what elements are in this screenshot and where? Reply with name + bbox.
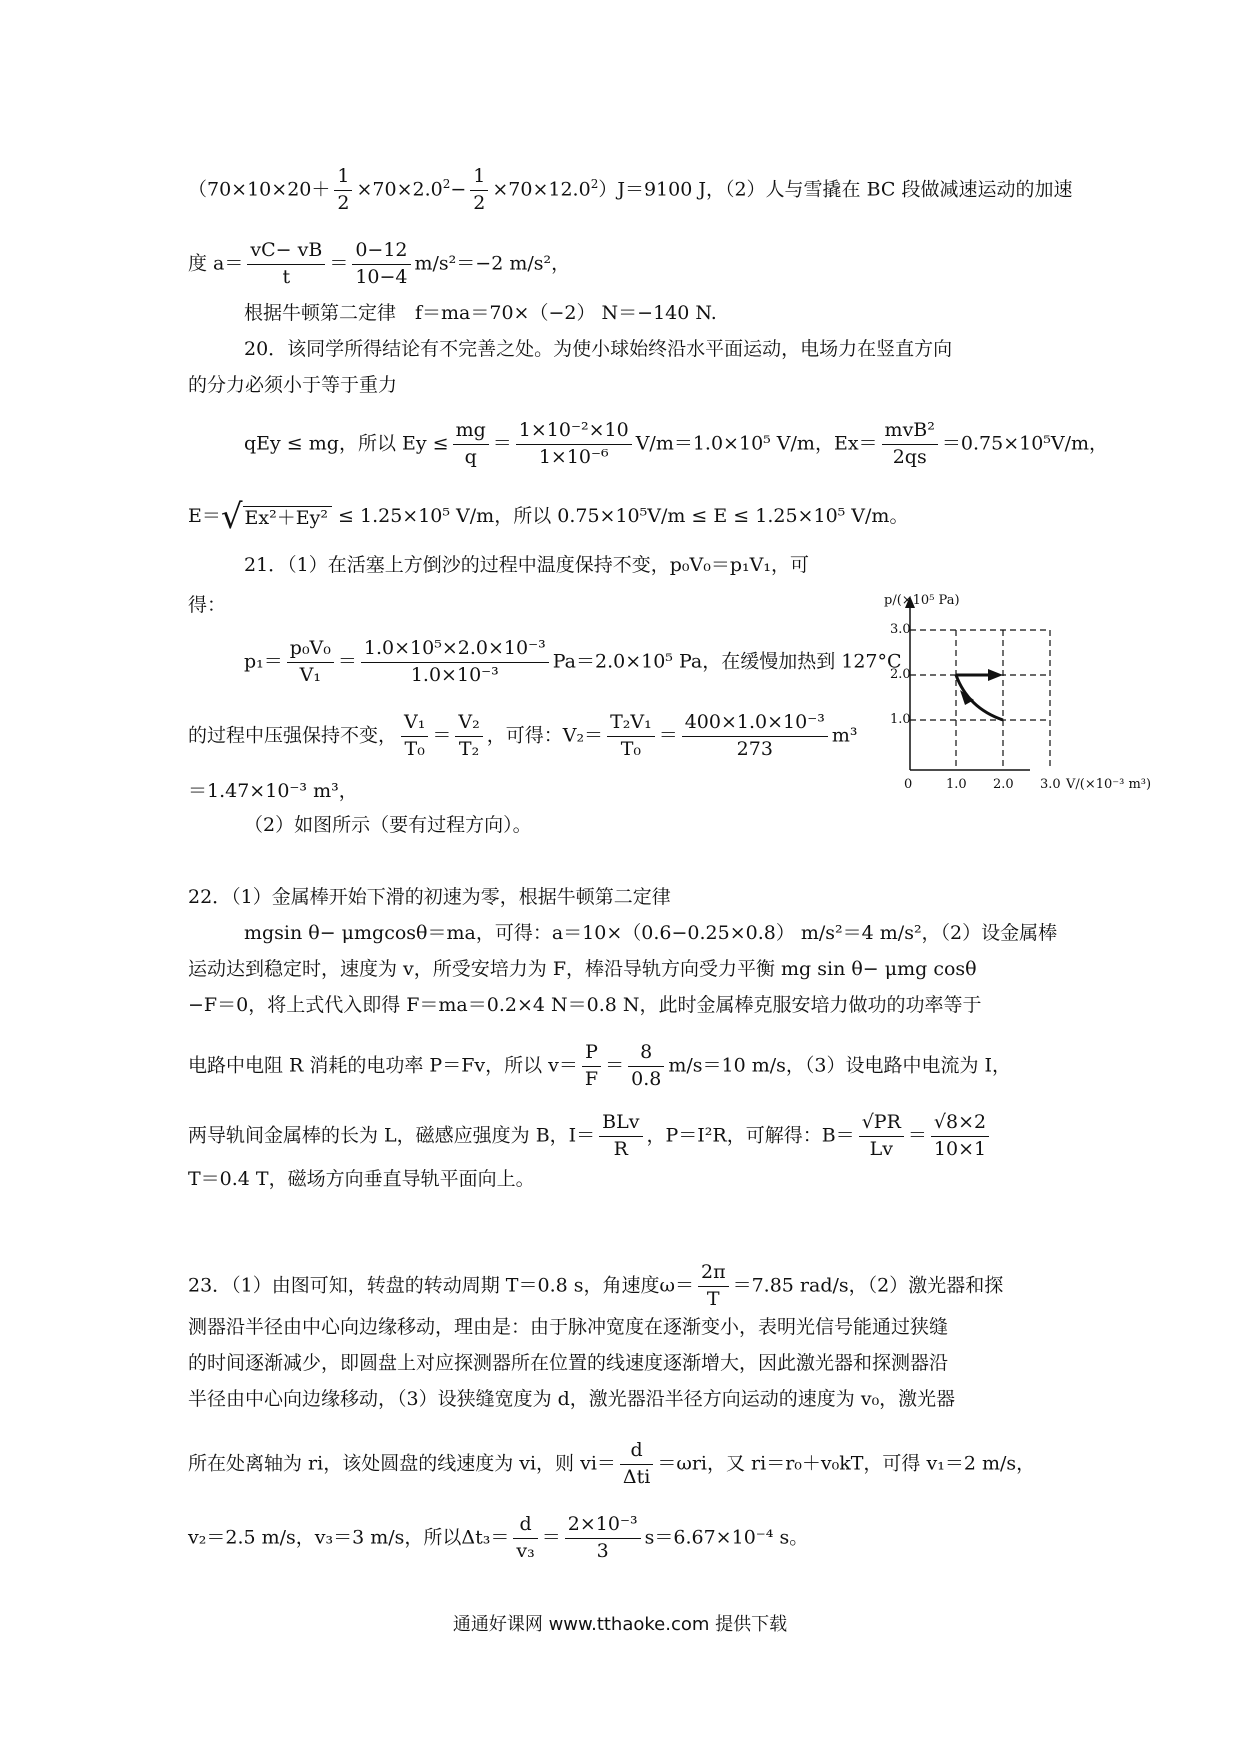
y-tick-label: 1.0 — [890, 712, 911, 727]
fraction: $\frac{\text{T₂V₁}}{\text{T₀}}$ — [607, 712, 655, 761]
sol20-line2: 的分力必须小于等于重力 — [188, 374, 398, 396]
sol22-line3: 运动达到稳定时，速度为 v，所受安培力为 F，棒沿导轨方向受力平衡 mg sin θ− μmg cosθ — [188, 958, 977, 980]
sol22-line7: T＝0.4 T，磁场方向垂直导轨平面向上。 — [188, 1168, 535, 1190]
sol23-line1: 23．（1）由图可知，转盘的转动周期 T＝0.8 s，角速度ω＝ $\frac{2\pi}{T}$ ＝7.85 rad/s，（2）激光器和探 — [188, 1261, 1004, 1310]
sol23-line2: 测器沿半径由中心向边缘移动，理由是：由于脉冲宽度在逐渐变小，表明光信号能通过狭缝 — [188, 1316, 949, 1338]
fraction: $\frac{d}{\text{v₃}}$ — [513, 1514, 537, 1563]
fraction: $\frac{1}{2}$ — [334, 166, 352, 215]
fraction: $\frac{vC- vB}{t}$ — [247, 240, 325, 289]
y-tick-label: 3.0 — [890, 622, 911, 637]
sol20-line1: 20．该同学所得结论有不完善之处。为使小球始终沿水平面运动，电场力在竖直方向 — [244, 338, 953, 360]
grid — [910, 630, 1050, 770]
sol21-line4: 的过程中压强保持不变， $\frac{\text{V₁}}{\text{T₀}}$ ＝ $\frac{\text{V₂}}{\text{T₂}}$ ，可得：V₂＝ $\frac{\text{T₂V₁}}{\text{T₀}}$ ＝ $\frac{\text{400×1.0×10⁻³}}{273}$ m³ — [188, 711, 858, 760]
fraction: $\frac{\text{1×10⁻²×10}}{\text{1×10⁻⁶}}$ — [516, 420, 632, 469]
fraction: $\frac{P}{F}$ — [582, 1042, 601, 1091]
y-axis-label: p/(×10⁵ Pa) — [884, 593, 960, 608]
origin-label: 0 — [904, 777, 913, 790]
x-tick-label: 2.0 — [993, 777, 1014, 790]
sol21-line2: 得： — [188, 594, 227, 616]
square-root: √ Ex²＋Ey² — [221, 500, 332, 534]
fraction: $\frac{\text{mvB²}}{2qs}$ — [882, 420, 938, 469]
fraction: $\frac{√PR}{Lv}$ — [859, 1112, 904, 1161]
sol21-line5: ＝1.47×10⁻³ m³， — [188, 780, 358, 802]
sol22-line2: mgsin θ− μmgcosθ＝ma，可得：a＝10×（0.6−0.25×0.8） m/s²＝4 m/s²，（2）设金属棒 — [244, 922, 1058, 944]
process-arrow-icon — [988, 669, 1003, 681]
footer-source-note: 通通好课网 www.tthaoke.com 提供下载 — [452, 1614, 788, 1635]
fraction: $\frac{\text{2×10⁻³}}{3}$ — [565, 1514, 641, 1563]
sol22-line5: 电路中电阻 R 消耗的电功率 P＝Fv，所以 v＝ $\frac{P}{F}$ ＝ $\frac{8}{0.8}$ m/s＝10 m/s，（3）设电路中电流为 I， — [188, 1041, 1012, 1090]
fraction: $\frac{0-12}{10-4}$ — [352, 240, 410, 289]
sol19-line3: 根据牛顿第二定律 f＝ma＝70×（−2） N＝−140 N. — [244, 302, 717, 324]
sol20-line4: E＝√ Ex²＋Ey² ≤ 1.25×10⁵ V/m，所以 0.75×10⁵V/m ≤ E ≤ 1.25×10⁵ V/m。 — [188, 497, 909, 537]
fraction: $\frac{\text{V₂}}{\text{T₂}}$ — [455, 712, 482, 761]
fraction: $\frac{\text{p₀V₀}}{\text{V₁}}$ — [287, 638, 334, 687]
sol21-line3: p₁＝ $\frac{\text{p₀V₀}}{\text{V₁}}$ ＝ $\frac{\text{1.0×10⁵×2.0×10⁻³}}{\text{1.0×10⁻³}}$ Pa＝2.0×10⁵ Pa，在缓慢加热到 127°C — [244, 637, 902, 686]
sol23-line3: 的时间逐渐减少，即圆盘上对应探测器所在位置的线速度逐渐增大，因此激光器和探测器沿 — [188, 1352, 949, 1374]
fraction: $\frac{mg}{q}$ — [453, 420, 489, 469]
sol21-line1: 21．（1）在活塞上方倒沙的过程中温度保持不变，p₀V₀＝p₁V₁，可 — [244, 554, 810, 576]
fraction: $\frac{\text{V₁}}{\text{T₀}}$ — [401, 712, 428, 761]
x-tick-label: 1.0 — [946, 777, 967, 790]
sol19-line1: （70×10×20＋ $\frac{1}{2}$ $\times 70\times 2.0^2-$ $\frac{1}{2}$ $\times 70\times 12.0^2)J=9100$ J，（2）人与雪撬在 BC 段做减速运动的加速 — [188, 165, 1073, 214]
sol22-line4: −F＝0，将上式代入即得 F＝ma＝0.2×4 N＝0.8 N，此时金属棒克服安培力做功的功率等于 — [188, 994, 982, 1016]
sol23-line4: 半径由中心向边缘移动，（3）设狭缝宽度为 d，激光器沿半径方向运动的速度为 v₀，激光器 — [188, 1388, 956, 1410]
sol19-line2: 度 a＝ $\frac{vC- vB}{t}$ ＝ $\frac{0-12}{10-4}$ m/s²＝−2 m/s²， — [188, 239, 571, 288]
sol23-line6: v₂＝2.5 m/s，v₃＝3 m/s，所以Δt₃＝ $\frac{d}{\text{v₃}}$ ＝ $\frac{\text{2×10⁻³}}{3}$ s＝6.67×10⁻⁴ s。 — [188, 1513, 809, 1562]
sol20-line3: qEy ≤ mg，所以 Ey ≤ $\frac{mg}{q}$ ＝ $\frac{\text{1×10⁻²×10}}{\text{1×10⁻⁶}}$ V/m＝1.0×10⁵ V/m，Ex＝ $\frac{\text{mvB²}}{2qs}$ ＝0.75×10⁵V/m， — [244, 419, 1109, 468]
fraction: $\frac{\text{400×1.0×10⁻³}}{273}$ — [682, 712, 828, 761]
y-tick-label: 2.0 — [890, 667, 911, 682]
fraction: $\frac{d}{\text{Δti}}$ — [620, 1440, 653, 1489]
fraction: $\frac{2\pi}{T}$ — [698, 1262, 729, 1311]
fraction: $\frac{√8\times 2}{10\times 1}$ — [931, 1112, 989, 1161]
fraction: $\frac{\text{1.0×10⁵×2.0×10⁻³}}{\text{1.0×10⁻³}}$ — [361, 638, 549, 687]
sol22-line1: 22．（1）金属棒开始下滑的初速为零，根据牛顿第二定律 — [188, 886, 671, 908]
fraction: $\frac{8}{0.8}$ — [628, 1042, 664, 1091]
pv-graph — [880, 590, 1180, 790]
x-tick-label: 3.0 — [1040, 777, 1061, 790]
fraction: $\frac{\text{BLv}}{R}$ — [599, 1112, 642, 1161]
sol22-line6: 两导轨间金属棒的长为 L，磁感应强度为 B，I＝ $\frac{\text{BLv}}{R}$ ，P＝I²R，可解得：B＝ $\frac{√PR}{Lv}$ ＝ $\frac{√8\times 2}{10\times 1}$ — [188, 1112, 993, 1161]
sol23-line5: 所在处离轴为 ri，该处圆盘的线速度为 vi，则 vi＝ $\frac{d}{\text{Δti}}$ ＝ωri，又 ri＝r₀＋v₀kT，可得 v₁＝2 m/s， — [188, 1439, 1036, 1488]
x-axis-label: V/(×10⁻³ m³) — [1066, 777, 1152, 790]
sol21-line6: （2）如图所示（要有过程方向）。 — [244, 814, 532, 836]
fraction: $\frac{1}{2}$ — [470, 166, 488, 215]
